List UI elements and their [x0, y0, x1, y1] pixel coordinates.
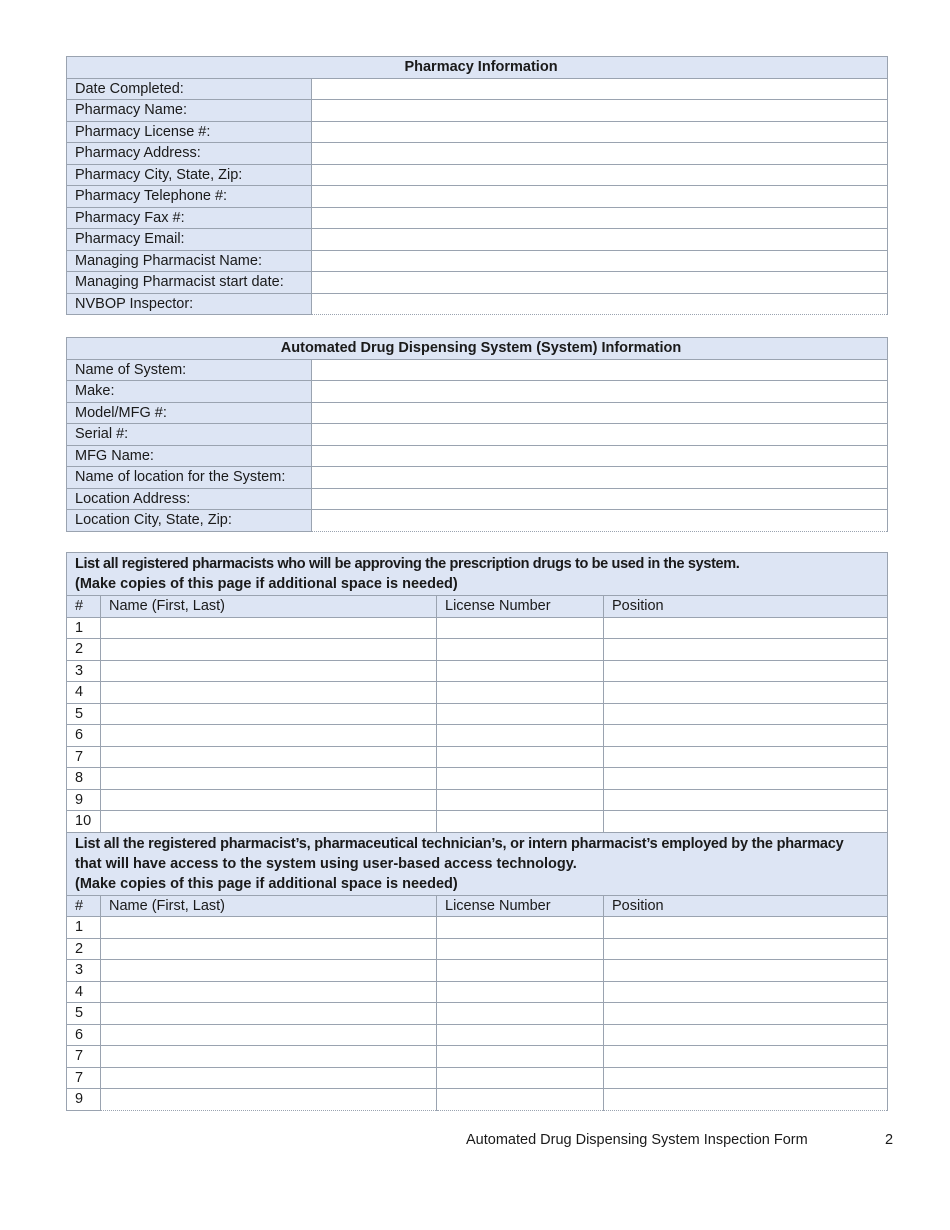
position-cell[interactable]: [604, 660, 888, 682]
column-header: #: [67, 895, 101, 917]
column-header: Name (First, Last): [101, 596, 437, 618]
table-row: [67, 682, 888, 704]
name-cell[interactable]: [101, 938, 437, 960]
table-row: [67, 768, 888, 790]
page-number: 2: [885, 1132, 894, 1148]
row-number: 3: [67, 960, 101, 982]
field-label: Pharmacy Email:: [67, 229, 312, 251]
row-number: 7: [67, 1067, 101, 1089]
column-header: Position: [604, 895, 888, 917]
license-cell[interactable]: [437, 768, 604, 790]
field-label: Managing Pharmacist start date:: [67, 272, 312, 294]
row-number: 6: [67, 1024, 101, 1046]
name-cell[interactable]: [101, 768, 437, 790]
field-label: Name of System:: [67, 359, 312, 381]
row-number: 1: [67, 917, 101, 939]
row-number: 1: [67, 617, 101, 639]
location-city-state-zip-field[interactable]: [312, 510, 888, 532]
name-cell[interactable]: [101, 960, 437, 982]
license-cell[interactable]: [437, 917, 604, 939]
license-cell[interactable]: [437, 660, 604, 682]
table-row: [67, 746, 888, 768]
model-mfg-field[interactable]: [312, 402, 888, 424]
column-header: License Number: [437, 895, 604, 917]
field-label: Make:: [67, 381, 312, 403]
name-cell[interactable]: [101, 725, 437, 747]
table-row: [67, 1067, 888, 1089]
table-row: [67, 811, 888, 833]
access-staff-instructions: [67, 832, 888, 895]
position-cell[interactable]: [604, 682, 888, 704]
position-cell[interactable]: [604, 617, 888, 639]
license-cell[interactable]: [437, 746, 604, 768]
row-number: 5: [67, 1003, 101, 1025]
pharmacy-telephone-field[interactable]: [312, 186, 888, 208]
license-cell[interactable]: [437, 981, 604, 1003]
position-cell[interactable]: [604, 981, 888, 1003]
position-cell[interactable]: [604, 1067, 888, 1089]
row-number: 4: [67, 981, 101, 1003]
row-number: 9: [67, 1089, 101, 1111]
row-number: 6: [67, 725, 101, 747]
pharmacy-information-table: [66, 56, 888, 315]
column-header: License Number: [437, 596, 604, 618]
note-line: that will have access to the system using user-based access technology.: [75, 855, 577, 872]
license-cell[interactable]: [437, 703, 604, 725]
row-number: 8: [67, 768, 101, 790]
field-label: Pharmacy Name:: [67, 100, 312, 122]
field-label: Pharmacy License #:: [67, 121, 312, 143]
nvbop-inspector-field[interactable]: [312, 293, 888, 315]
name-cell[interactable]: [101, 1089, 437, 1111]
field-label: Location City, State, Zip:: [67, 510, 312, 532]
license-cell[interactable]: [437, 1089, 604, 1111]
field-label: Pharmacy Telephone #:: [67, 186, 312, 208]
note-line: List all registered pharmacists who will be approving the prescription drugs to be used in the system.: [75, 556, 740, 572]
name-cell[interactable]: [101, 703, 437, 725]
field-label: Date Completed:: [67, 78, 312, 100]
pharmacy-fax-field[interactable]: [312, 207, 888, 229]
field-label: Managing Pharmacist Name:: [67, 250, 312, 272]
name-cell[interactable]: [101, 981, 437, 1003]
system-information-table: [66, 337, 888, 532]
column-header: Name (First, Last): [101, 895, 437, 917]
position-cell[interactable]: [604, 768, 888, 790]
position-cell[interactable]: [604, 746, 888, 768]
table-row: [67, 1046, 888, 1068]
row-number: 2: [67, 639, 101, 661]
license-cell[interactable]: [437, 682, 604, 704]
position-cell[interactable]: [604, 1024, 888, 1046]
position-cell[interactable]: [604, 639, 888, 661]
footer-title: Automated Drug Dispensing System Inspection Form: [466, 1132, 808, 1148]
table-row: [67, 917, 888, 939]
name-cell[interactable]: [101, 639, 437, 661]
field-label: Location Address:: [67, 488, 312, 510]
table-row: [67, 938, 888, 960]
license-cell[interactable]: [437, 811, 604, 833]
license-cell[interactable]: [437, 1067, 604, 1089]
row-number: 5: [67, 703, 101, 725]
table-row: [67, 960, 888, 982]
system-information-title: Automated Drug Dispensing System (System) Information: [67, 338, 888, 360]
managing-pharmacist-start-date-field[interactable]: [312, 272, 888, 294]
table-row: [67, 1089, 888, 1111]
note-line: (Make copies of this page if additional space is needed): [75, 576, 458, 592]
field-label: Pharmacy Fax #:: [67, 207, 312, 229]
make-field[interactable]: [312, 381, 888, 403]
location-name-field[interactable]: [312, 467, 888, 489]
name-cell[interactable]: [101, 1024, 437, 1046]
position-cell[interactable]: [604, 811, 888, 833]
license-cell[interactable]: [437, 725, 604, 747]
license-cell[interactable]: [437, 617, 604, 639]
pharmacy-address-field[interactable]: [312, 143, 888, 165]
name-cell[interactable]: [101, 1046, 437, 1068]
system-name-field[interactable]: [312, 359, 888, 381]
license-cell[interactable]: [437, 938, 604, 960]
pharmacy-license-field[interactable]: [312, 121, 888, 143]
serial-field[interactable]: [312, 424, 888, 446]
table-row: [67, 789, 888, 811]
license-cell[interactable]: [437, 639, 604, 661]
position-cell[interactable]: [604, 1046, 888, 1068]
name-cell[interactable]: [101, 917, 437, 939]
field-label: Pharmacy Address:: [67, 143, 312, 165]
field-label: Serial #:: [67, 424, 312, 446]
name-cell[interactable]: [101, 746, 437, 768]
position-cell[interactable]: [604, 960, 888, 982]
position-cell[interactable]: [604, 1089, 888, 1111]
name-cell[interactable]: [101, 1003, 437, 1025]
row-number: 9: [67, 789, 101, 811]
row-number: 3: [67, 660, 101, 682]
personnel-table: [66, 552, 888, 1111]
license-cell[interactable]: [437, 1024, 604, 1046]
position-cell[interactable]: [604, 789, 888, 811]
table-row: [67, 1024, 888, 1046]
row-number: 2: [67, 938, 101, 960]
table-row: [67, 639, 888, 661]
name-cell[interactable]: [101, 617, 437, 639]
note-line: List all the registered pharmacist’s, pharmaceutical technician’s, or intern pharmacist’s employed by the pharmacy: [75, 835, 844, 852]
name-cell[interactable]: [101, 1067, 437, 1089]
row-number: 4: [67, 682, 101, 704]
license-cell[interactable]: [437, 1003, 604, 1025]
pharmacy-city-state-zip-field[interactable]: [312, 164, 888, 186]
position-cell[interactable]: [604, 1003, 888, 1025]
pharmacy-information-title: Pharmacy Information: [67, 57, 888, 79]
column-header: Position: [604, 596, 888, 618]
position-cell[interactable]: [604, 703, 888, 725]
mfg-name-field[interactable]: [312, 445, 888, 467]
column-header: #: [67, 596, 101, 618]
pharmacy-name-field[interactable]: [312, 100, 888, 122]
position-cell[interactable]: [604, 725, 888, 747]
approving-pharmacists-instructions: [67, 553, 888, 596]
position-cell[interactable]: [604, 938, 888, 960]
field-label: Name of location for the System:: [67, 467, 312, 489]
row-number: 10: [67, 811, 101, 833]
field-label: MFG Name:: [67, 445, 312, 467]
license-cell[interactable]: [437, 789, 604, 811]
table-row: [67, 981, 888, 1003]
table-row: [67, 703, 888, 725]
position-cell[interactable]: [604, 917, 888, 939]
row-number: 7: [67, 746, 101, 768]
name-cell[interactable]: [101, 660, 437, 682]
pharmacy-email-field[interactable]: [312, 229, 888, 251]
table-row: [67, 725, 888, 747]
license-cell[interactable]: [437, 1046, 604, 1068]
field-label: Pharmacy City, State, Zip:: [67, 164, 312, 186]
name-cell[interactable]: [101, 682, 437, 704]
note-line: (Make copies of this page if additional space is needed): [75, 875, 458, 892]
row-number: 7: [67, 1046, 101, 1068]
table-row: [67, 1003, 888, 1025]
field-label: Model/MFG #:: [67, 402, 312, 424]
field-label: NVBOP Inspector:: [67, 293, 312, 315]
table-row: [67, 660, 888, 682]
name-cell[interactable]: [101, 789, 437, 811]
license-cell[interactable]: [437, 960, 604, 982]
location-address-field[interactable]: [312, 488, 888, 510]
managing-pharmacist-name-field[interactable]: [312, 250, 888, 272]
name-cell[interactable]: [101, 811, 437, 833]
table-row: [67, 617, 888, 639]
date-completed-field[interactable]: [312, 78, 888, 100]
